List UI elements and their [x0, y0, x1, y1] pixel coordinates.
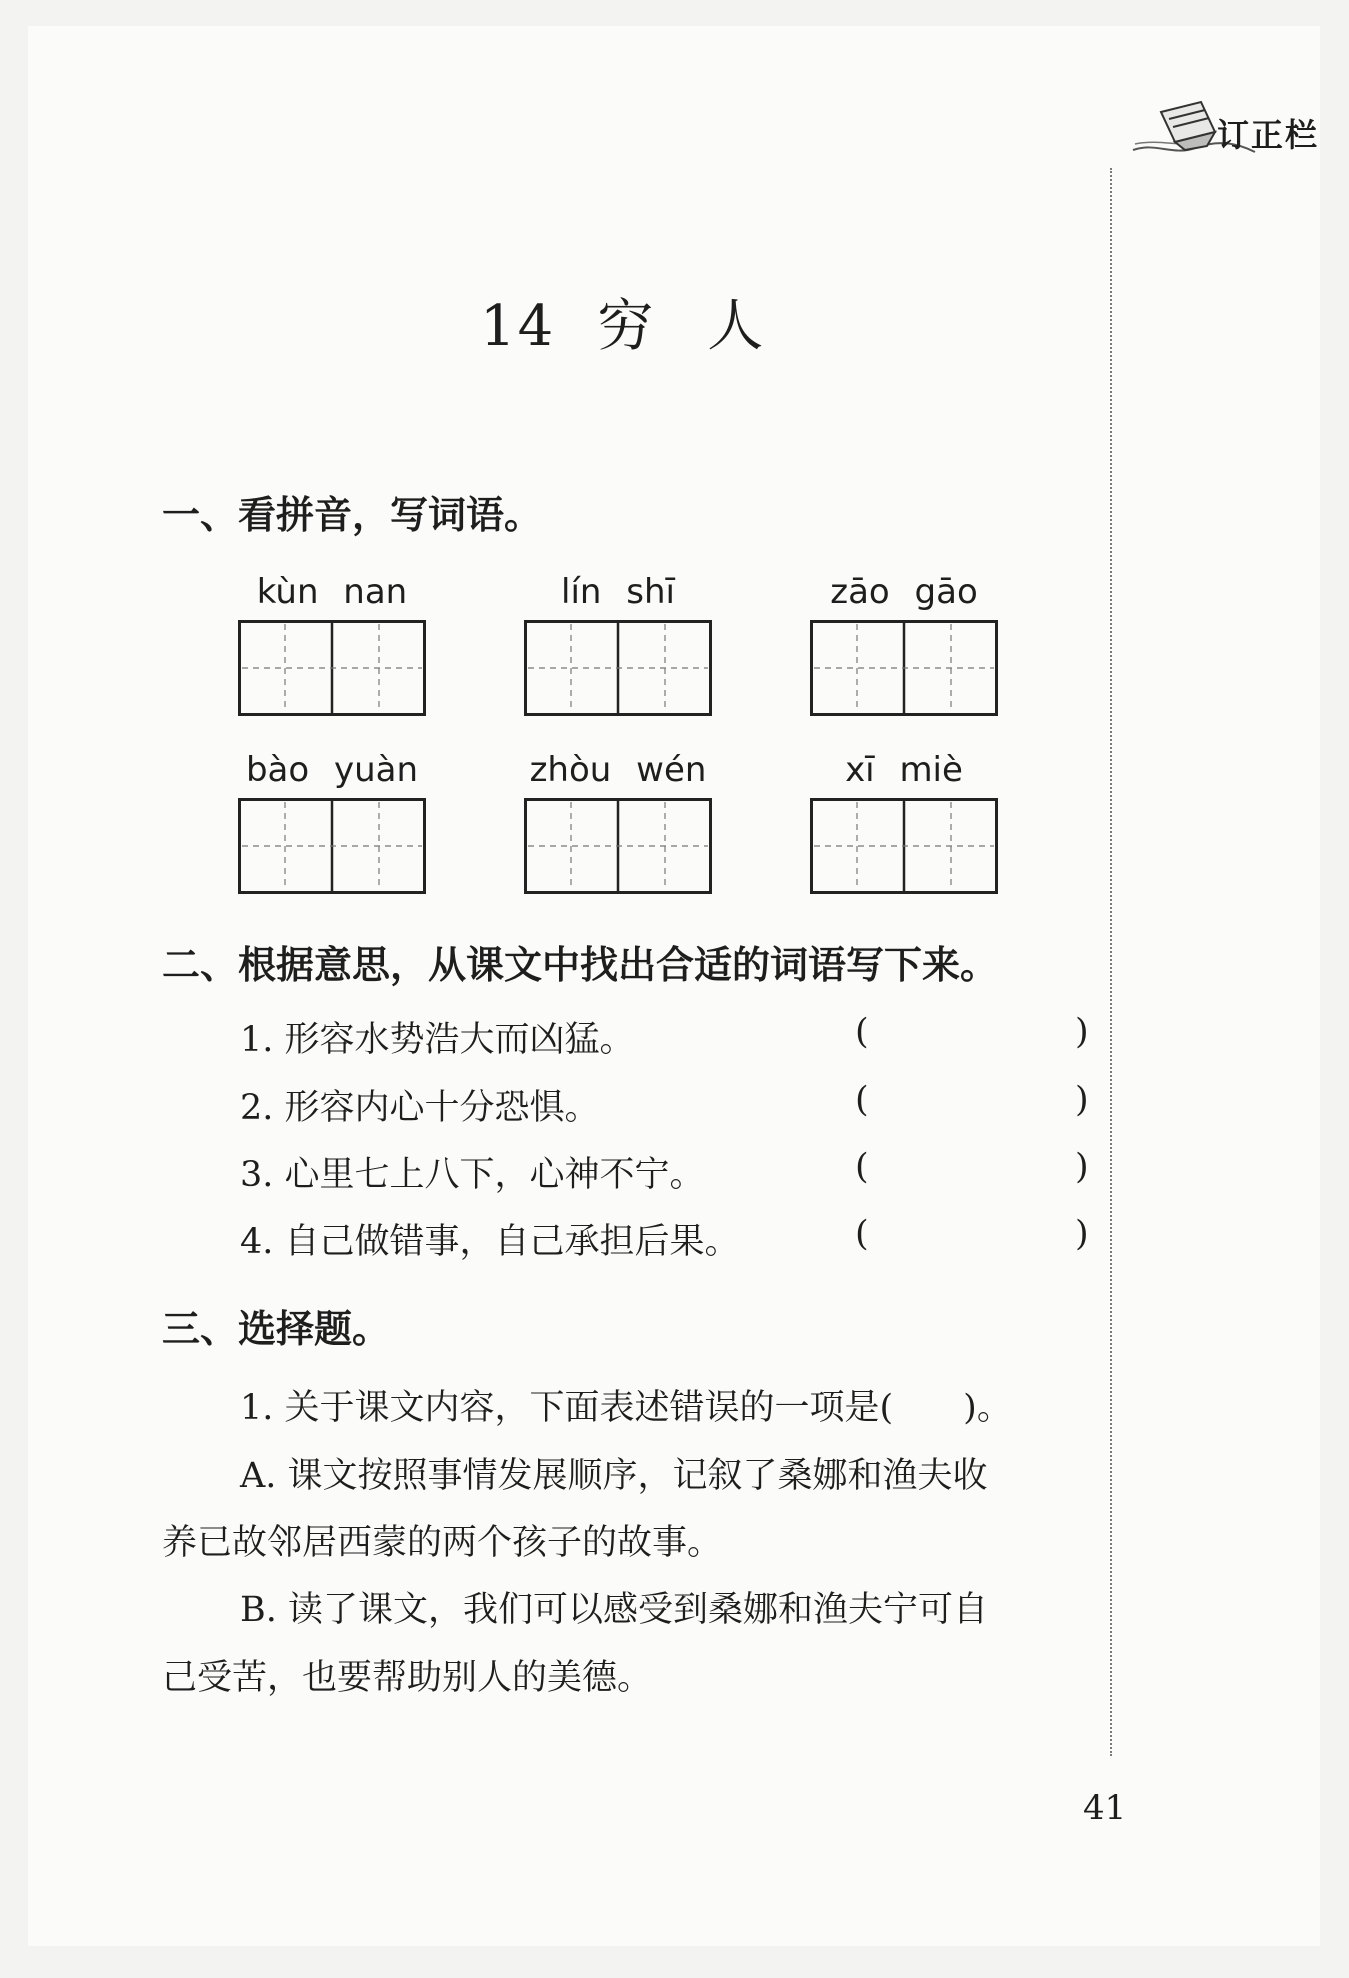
lesson-number: 14 — [480, 294, 556, 359]
lesson-title — [480, 282, 765, 362]
item-text: 3. 心里七上八下，心神不宁。 — [240, 1155, 705, 1195]
option-a-line-2: 养已故邻居西蒙的两个孩子的故事。 — [162, 1523, 723, 1563]
writing-grid[interactable] — [238, 798, 426, 894]
page-number: 41 — [1083, 1788, 1127, 1828]
section3-heading: 三、选择题。 — [162, 1307, 391, 1351]
answer-close-paren: ) — [1075, 1147, 1089, 1187]
section1-heading: 一、看拼音，写词语。 — [162, 493, 543, 537]
pinyin: kùn nan — [256, 572, 408, 612]
pinyin: zāo gāo — [830, 572, 978, 612]
title-char-2: 人 — [707, 294, 766, 359]
pinyin: zhòu wén — [529, 750, 707, 790]
writing-grid[interactable] — [810, 620, 998, 716]
answer-open-paren[interactable]: ( — [855, 1080, 869, 1120]
answer-open-paren[interactable]: ( — [855, 1214, 869, 1254]
correction-column-tag — [1125, 92, 1349, 162]
writing-grid[interactable] — [238, 620, 426, 716]
option-a-line-1[interactable]: A. 课文按照事情发展顺序，记叙了桑娜和渔夫收 — [240, 1456, 988, 1496]
answer-open-paren[interactable]: ( — [855, 1147, 869, 1187]
writing-grid[interactable] — [524, 620, 712, 716]
option-b-line-2: 己受苦，也要帮助别人的美德。 — [162, 1658, 653, 1698]
margin-divider — [1110, 168, 1112, 1756]
section2-heading: 二、根据意思，从课文中找出合适的词语写下来。 — [162, 943, 999, 987]
option-b-line-1[interactable]: B. 读了课文，我们可以感受到桑娜和渔夫宁可自 — [240, 1590, 988, 1630]
pinyin: bào yuàn — [245, 750, 419, 790]
question-1: 1. 关于课文内容，下面表述错误的一项是( )。 — [240, 1388, 1012, 1428]
answer-close-paren: ) — [1075, 1214, 1089, 1254]
answer-open-paren[interactable]: ( — [855, 1012, 869, 1052]
item-text: 4. 自己做错事，自己承担后果。 — [240, 1222, 740, 1262]
answer-close-paren: ) — [1075, 1080, 1089, 1120]
answer-close-paren: ) — [1075, 1012, 1089, 1052]
pinyin: lín shī — [561, 572, 675, 612]
writing-grid[interactable] — [810, 798, 998, 894]
item-text: 2. 形容内心十分恐惧。 — [240, 1088, 600, 1128]
item-text: 1. 形容水势浩大而凶猛。 — [240, 1020, 635, 1060]
correction-label: 订正栏 — [1217, 116, 1320, 154]
writing-grid[interactable] — [524, 798, 712, 894]
pinyin: xī miè — [845, 750, 963, 790]
title-char-1: 穷 — [597, 294, 656, 359]
